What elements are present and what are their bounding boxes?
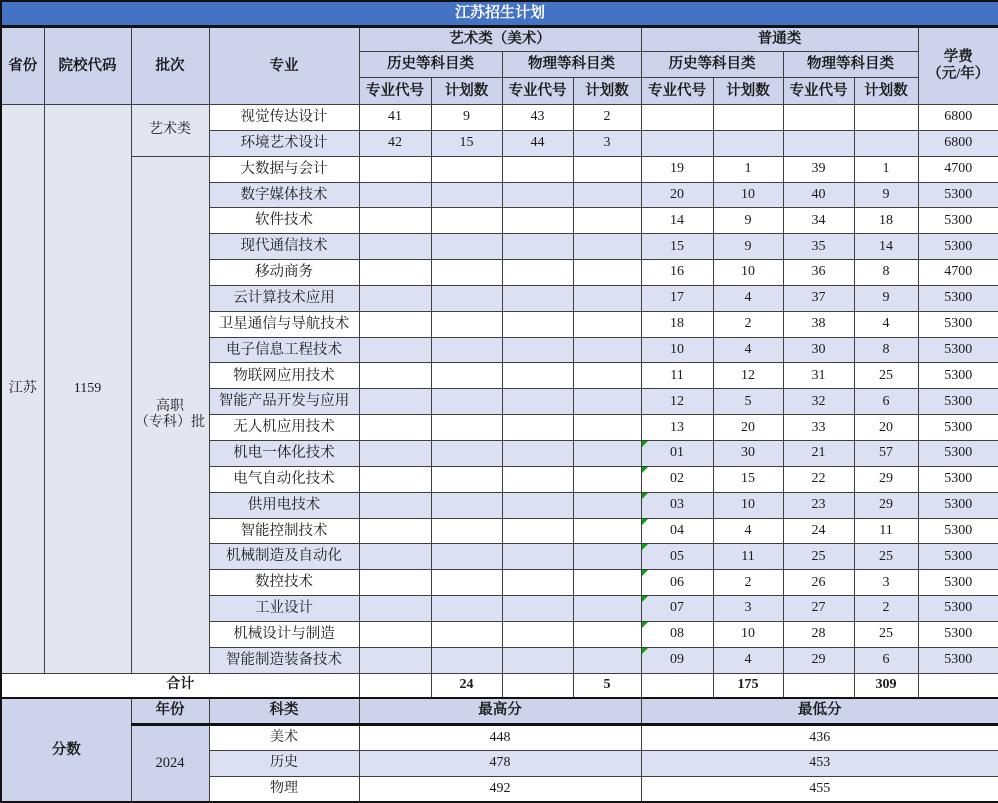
regular-history-count-cell: 5: [713, 389, 783, 415]
regular-history-count-cell: 2: [713, 311, 783, 337]
major-cell: 数控技术: [209, 570, 359, 596]
regular-history-count-cell: 10: [713, 182, 783, 208]
art-physics-code-cell: [502, 647, 573, 673]
regular-history-count-cell: 4: [713, 518, 783, 544]
col-header-major-code: 专业代号: [783, 78, 854, 105]
regular-history-code-cell: 15: [641, 234, 713, 260]
tuition-cell: 4700: [918, 260, 998, 286]
regular-physics-count-cell: 29: [854, 466, 918, 492]
col-header-art-group: 艺术类（美术）: [359, 27, 641, 52]
vocational-batch-cell: [131, 156, 209, 673]
art-history-code-cell: [359, 285, 431, 311]
regular-history-count-cell: 10: [713, 621, 783, 647]
major-cell: 数字媒体技术: [209, 182, 359, 208]
regular-physics-count-cell: 8: [854, 337, 918, 363]
regular-history-code-cell: 19: [641, 156, 713, 182]
art-history-count-cell: [431, 285, 502, 311]
regular-history-code-cell: [641, 105, 713, 131]
art-history-count-cell: 9: [431, 105, 502, 131]
regular-physics-count-cell: 11: [854, 518, 918, 544]
regular-physics-code-cell: 33: [783, 415, 854, 441]
regular-physics-code-cell: 35: [783, 234, 854, 260]
min-score-cell: 436: [641, 724, 998, 750]
major-cell: 移动商务: [209, 260, 359, 286]
regular-physics-count-cell: [854, 105, 918, 131]
regular-history-count-cell: 9: [713, 234, 783, 260]
max-score-header: 最高分: [359, 698, 641, 724]
art-history-code-cell: [359, 570, 431, 596]
vocational-batch-line1: 高职: [132, 399, 209, 415]
regular-history-count-cell: 9: [713, 208, 783, 234]
major-cell: 无人机应用技术: [209, 415, 359, 441]
art-history-count-cell: [431, 311, 502, 337]
regular-history-code-cell: 07: [641, 596, 713, 622]
art-history-code-cell: [359, 440, 431, 466]
art-history-code-cell: [359, 363, 431, 389]
art-history-count-cell: [431, 544, 502, 570]
art-history-count-cell: [431, 440, 502, 466]
regular-physics-code-cell: 39: [783, 156, 854, 182]
art-physics-count-cell: [573, 570, 641, 596]
total-art-physics-count: 5: [573, 673, 641, 698]
regular-physics-count-cell: 25: [854, 363, 918, 389]
art-history-code-cell: [359, 415, 431, 441]
art-physics-count-cell: [573, 647, 641, 673]
tuition-cell: 5300: [918, 208, 998, 234]
art-history-count-cell: [431, 208, 502, 234]
regular-history-code-cell: 05: [641, 544, 713, 570]
col-header-plan-count: 计划数: [431, 78, 502, 105]
regular-history-code-cell: 08: [641, 621, 713, 647]
table-row: [1, 105, 998, 131]
regular-history-code-cell: 12: [641, 389, 713, 415]
art-physics-code-cell: [502, 466, 573, 492]
col-header-plan-count: 计划数: [854, 78, 918, 105]
art-physics-code-cell: [502, 234, 573, 260]
art-physics-code-cell: [502, 415, 573, 441]
total-label: 合计: [1, 673, 359, 698]
regular-physics-code-cell: 24: [783, 518, 854, 544]
col-header-regular-history: 历史等科目类: [641, 52, 783, 78]
regular-physics-code-cell: 29: [783, 647, 854, 673]
regular-history-code-cell: 11: [641, 363, 713, 389]
min-score-header: 最低分: [641, 698, 998, 724]
total-regular-history-count: 175: [713, 673, 783, 698]
art-physics-code-cell: 43: [502, 105, 573, 131]
regular-physics-count-cell: 9: [854, 285, 918, 311]
regular-history-count-cell: 4: [713, 647, 783, 673]
regular-physics-count-cell: 1: [854, 156, 918, 182]
major-cell: 机电一体化技术: [209, 440, 359, 466]
art-physics-code-cell: [502, 570, 573, 596]
major-cell: 现代通信技术: [209, 234, 359, 260]
col-header-province: 省份: [1, 27, 44, 105]
art-history-count-cell: [431, 260, 502, 286]
tuition-cell: 5300: [918, 544, 998, 570]
category-cell: 历史: [209, 750, 359, 776]
major-cell: 软件技术: [209, 208, 359, 234]
art-physics-code-cell: [502, 156, 573, 182]
regular-history-count-cell: 3: [713, 596, 783, 622]
tuition-cell: 5300: [918, 363, 998, 389]
art-physics-count-cell: [573, 518, 641, 544]
art-physics-count-cell: [573, 596, 641, 622]
tuition-cell: 5300: [918, 492, 998, 518]
art-history-count-cell: [431, 389, 502, 415]
regular-physics-code-cell: 23: [783, 492, 854, 518]
min-score-cell: 453: [641, 750, 998, 776]
art-physics-code-cell: [502, 518, 573, 544]
major-cell: 智能制造装备技术: [209, 647, 359, 673]
art-physics-count-cell: [573, 363, 641, 389]
regular-history-code-cell: 10: [641, 337, 713, 363]
table-row: [1, 156, 998, 182]
art-physics-code-cell: [502, 492, 573, 518]
col-header-art-history: 历史等科目类: [359, 52, 502, 78]
regular-physics-code-cell: 36: [783, 260, 854, 286]
max-score-cell: 492: [359, 776, 641, 802]
art-physics-count-cell: [573, 440, 641, 466]
regular-physics-code-cell: 22: [783, 466, 854, 492]
art-history-count-cell: [431, 621, 502, 647]
regular-physics-code-cell: 27: [783, 596, 854, 622]
tuition-cell: 5300: [918, 234, 998, 260]
total-fee-cell: [918, 673, 998, 698]
regular-physics-count-cell: 8: [854, 260, 918, 286]
col-header-major: 专业: [209, 27, 359, 105]
total-art-history-code-cell: [359, 673, 431, 698]
regular-physics-code-cell: 37: [783, 285, 854, 311]
vocational-batch-line2: （专科）批: [132, 415, 209, 431]
col-header-major-code: 专业代号: [359, 78, 431, 105]
regular-history-count-cell: 2: [713, 570, 783, 596]
major-cell: 云计算技术应用: [209, 285, 359, 311]
regular-history-code-cell: 17: [641, 285, 713, 311]
tuition-cell: 4700: [918, 156, 998, 182]
year-cell: 2024: [131, 724, 209, 802]
regular-physics-code-cell: [783, 130, 854, 156]
art-history-count-cell: [431, 596, 502, 622]
art-history-code-cell: [359, 647, 431, 673]
art-history-code-cell: [359, 260, 431, 286]
art-physics-count-cell: [573, 466, 641, 492]
art-history-count-cell: [431, 156, 502, 182]
art-physics-code-cell: [502, 311, 573, 337]
col-header-tuition: [918, 27, 998, 105]
art-history-code-cell: [359, 182, 431, 208]
regular-physics-count-cell: 25: [854, 544, 918, 570]
tuition-cell: 5300: [918, 285, 998, 311]
art-physics-code-cell: [502, 440, 573, 466]
regular-history-code-cell: 02: [641, 466, 713, 492]
regular-physics-count-cell: 20: [854, 415, 918, 441]
regular-physics-count-cell: 2: [854, 596, 918, 622]
art-physics-count-cell: [573, 182, 641, 208]
art-history-code-cell: [359, 466, 431, 492]
regular-physics-code-cell: 28: [783, 621, 854, 647]
col-header-major-code: 专业代号: [502, 78, 573, 105]
art-physics-count-cell: [573, 337, 641, 363]
art-physics-count-cell: [573, 621, 641, 647]
art-history-count-cell: [431, 466, 502, 492]
col-header-major-code: 专业代号: [641, 78, 713, 105]
tuition-cell: 5300: [918, 440, 998, 466]
total-regular-physics-count: 309: [854, 673, 918, 698]
art-history-code-cell: [359, 544, 431, 570]
art-history-code-cell: 42: [359, 130, 431, 156]
art-history-code-cell: [359, 518, 431, 544]
regular-history-code-cell: 18: [641, 311, 713, 337]
col-header-plan-count: 计划数: [713, 78, 783, 105]
major-cell: 物联网应用技术: [209, 363, 359, 389]
tuition-cell: 5300: [918, 389, 998, 415]
regular-physics-count-cell: 3: [854, 570, 918, 596]
art-physics-code-cell: [502, 363, 573, 389]
col-header-school-code: 院校代码: [44, 27, 131, 105]
art-physics-count-cell: [573, 389, 641, 415]
max-score-cell: 448: [359, 724, 641, 750]
art-history-count-cell: [431, 415, 502, 441]
art-physics-count-cell: [573, 156, 641, 182]
art-history-count-cell: 15: [431, 130, 502, 156]
category-header: 科类: [209, 698, 359, 724]
regular-history-code-cell: 14: [641, 208, 713, 234]
art-physics-code-cell: [502, 596, 573, 622]
max-score-cell: 478: [359, 750, 641, 776]
major-cell: 供用电技术: [209, 492, 359, 518]
regular-physics-count-cell: 9: [854, 182, 918, 208]
art-physics-count-cell: [573, 285, 641, 311]
col-header-batch: 批次: [131, 27, 209, 105]
art-history-count-cell: [431, 647, 502, 673]
regular-physics-code-cell: 38: [783, 311, 854, 337]
art-physics-code-cell: [502, 285, 573, 311]
col-header-plan-count: 计划数: [573, 78, 641, 105]
regular-history-code-cell: 20: [641, 182, 713, 208]
regular-history-code-cell: 09: [641, 647, 713, 673]
regular-physics-count-cell: 6: [854, 389, 918, 415]
regular-physics-count-cell: 4: [854, 311, 918, 337]
regular-physics-count-cell: 29: [854, 492, 918, 518]
major-cell: 机械设计与制造: [209, 621, 359, 647]
regular-history-count-cell: 4: [713, 285, 783, 311]
regular-physics-code-cell: 32: [783, 389, 854, 415]
col-header-regular-group: 普通类: [641, 27, 918, 52]
art-physics-count-cell: [573, 415, 641, 441]
art-physics-code-cell: [502, 337, 573, 363]
regular-physics-code-cell: 31: [783, 363, 854, 389]
tuition-header-line2: （元/年）: [919, 66, 998, 83]
tuition-cell: 5300: [918, 596, 998, 622]
regular-history-code-cell: 01: [641, 440, 713, 466]
art-physics-count-cell: [573, 544, 641, 570]
art-history-code-cell: [359, 311, 431, 337]
regular-history-code-cell: 06: [641, 570, 713, 596]
page-title: 江苏招生计划: [1, 1, 998, 27]
art-physics-count-cell: [573, 492, 641, 518]
scores-label: 分数: [1, 698, 131, 802]
art-history-code-cell: [359, 389, 431, 415]
tuition-cell: 5300: [918, 518, 998, 544]
art-physics-count-cell: [573, 208, 641, 234]
category-cell: 物理: [209, 776, 359, 802]
province-cell: 江苏: [1, 105, 44, 674]
category-cell: 美术: [209, 724, 359, 750]
total-regular-history-code-cell: [641, 673, 713, 698]
art-history-code-cell: [359, 492, 431, 518]
art-history-code-cell: [359, 621, 431, 647]
major-cell: 电气自动化技术: [209, 466, 359, 492]
major-cell: 视觉传达设计: [209, 105, 359, 131]
art-physics-code-cell: [502, 621, 573, 647]
art-physics-code-cell: 44: [502, 130, 573, 156]
regular-physics-count-cell: [854, 130, 918, 156]
major-cell: 电子信息工程技术: [209, 337, 359, 363]
regular-history-code-cell: [641, 130, 713, 156]
art-physics-count-cell: 2: [573, 105, 641, 131]
regular-history-count-cell: 10: [713, 260, 783, 286]
art-physics-code-cell: [502, 208, 573, 234]
regular-physics-count-cell: 6: [854, 647, 918, 673]
regular-history-count-cell: 12: [713, 363, 783, 389]
regular-history-count-cell: 1: [713, 156, 783, 182]
tuition-header-line1: 学费: [919, 49, 998, 66]
art-history-code-cell: [359, 234, 431, 260]
regular-history-count-cell: [713, 105, 783, 131]
year-header: 年份: [131, 698, 209, 724]
total-art-physics-code-cell: [502, 673, 573, 698]
art-batch-cell: 艺术类: [131, 105, 209, 157]
regular-physics-count-cell: 25: [854, 621, 918, 647]
regular-history-count-cell: 11: [713, 544, 783, 570]
min-score-cell: 455: [641, 776, 998, 802]
tuition-cell: 5300: [918, 337, 998, 363]
tuition-cell: 5300: [918, 311, 998, 337]
art-physics-code-cell: [502, 544, 573, 570]
regular-history-count-cell: 30: [713, 440, 783, 466]
tuition-cell: 5300: [918, 570, 998, 596]
regular-history-code-cell: 16: [641, 260, 713, 286]
regular-physics-count-cell: 57: [854, 440, 918, 466]
tuition-cell: 5300: [918, 182, 998, 208]
art-history-count-cell: [431, 518, 502, 544]
art-history-code-cell: [359, 337, 431, 363]
tuition-cell: 6800: [918, 105, 998, 131]
regular-history-code-cell: 04: [641, 518, 713, 544]
regular-physics-count-cell: 18: [854, 208, 918, 234]
regular-physics-code-cell: 25: [783, 544, 854, 570]
tuition-cell: 5300: [918, 415, 998, 441]
major-cell: 智能产品开发与应用: [209, 389, 359, 415]
regular-physics-code-cell: 21: [783, 440, 854, 466]
regular-physics-code-cell: 26: [783, 570, 854, 596]
total-art-history-count: 24: [431, 673, 502, 698]
regular-physics-count-cell: 14: [854, 234, 918, 260]
regular-physics-code-cell: 34: [783, 208, 854, 234]
regular-history-count-cell: 15: [713, 466, 783, 492]
art-physics-code-cell: [502, 182, 573, 208]
art-history-count-cell: [431, 337, 502, 363]
major-cell: 智能控制技术: [209, 518, 359, 544]
regular-physics-code-cell: 40: [783, 182, 854, 208]
tuition-cell: 5300: [918, 621, 998, 647]
art-history-count-cell: [431, 182, 502, 208]
regular-history-code-cell: 13: [641, 415, 713, 441]
tuition-cell: 5300: [918, 647, 998, 673]
regular-history-count-cell: 20: [713, 415, 783, 441]
major-cell: 大数据与会计: [209, 156, 359, 182]
regular-physics-code-cell: [783, 105, 854, 131]
art-history-count-cell: [431, 570, 502, 596]
art-physics-count-cell: [573, 234, 641, 260]
tuition-cell: 6800: [918, 130, 998, 156]
school-code-cell: 1159: [44, 105, 131, 674]
regular-history-count-cell: 10: [713, 492, 783, 518]
regular-physics-code-cell: 30: [783, 337, 854, 363]
art-history-count-cell: [431, 363, 502, 389]
art-history-count-cell: [431, 234, 502, 260]
regular-history-code-cell: 03: [641, 492, 713, 518]
major-cell: 环境艺术设计: [209, 130, 359, 156]
art-history-count-cell: [431, 492, 502, 518]
major-cell: 工业设计: [209, 596, 359, 622]
art-physics-count-cell: [573, 260, 641, 286]
art-history-code-cell: [359, 208, 431, 234]
major-cell: 卫星通信与导航技术: [209, 311, 359, 337]
art-physics-count-cell: 3: [573, 130, 641, 156]
tuition-cell: 5300: [918, 466, 998, 492]
col-header-regular-physics: 物理等科目类: [783, 52, 918, 78]
art-physics-code-cell: [502, 389, 573, 415]
regular-history-count-cell: 4: [713, 337, 783, 363]
total-regular-physics-code-cell: [783, 673, 854, 698]
major-cell: 机械制造及自动化: [209, 544, 359, 570]
regular-history-count-cell: [713, 130, 783, 156]
art-history-code-cell: 41: [359, 105, 431, 131]
art-history-code-cell: [359, 596, 431, 622]
art-physics-code-cell: [502, 260, 573, 286]
art-history-code-cell: [359, 156, 431, 182]
art-physics-count-cell: [573, 311, 641, 337]
col-header-art-physics: 物理等科目类: [502, 52, 641, 78]
